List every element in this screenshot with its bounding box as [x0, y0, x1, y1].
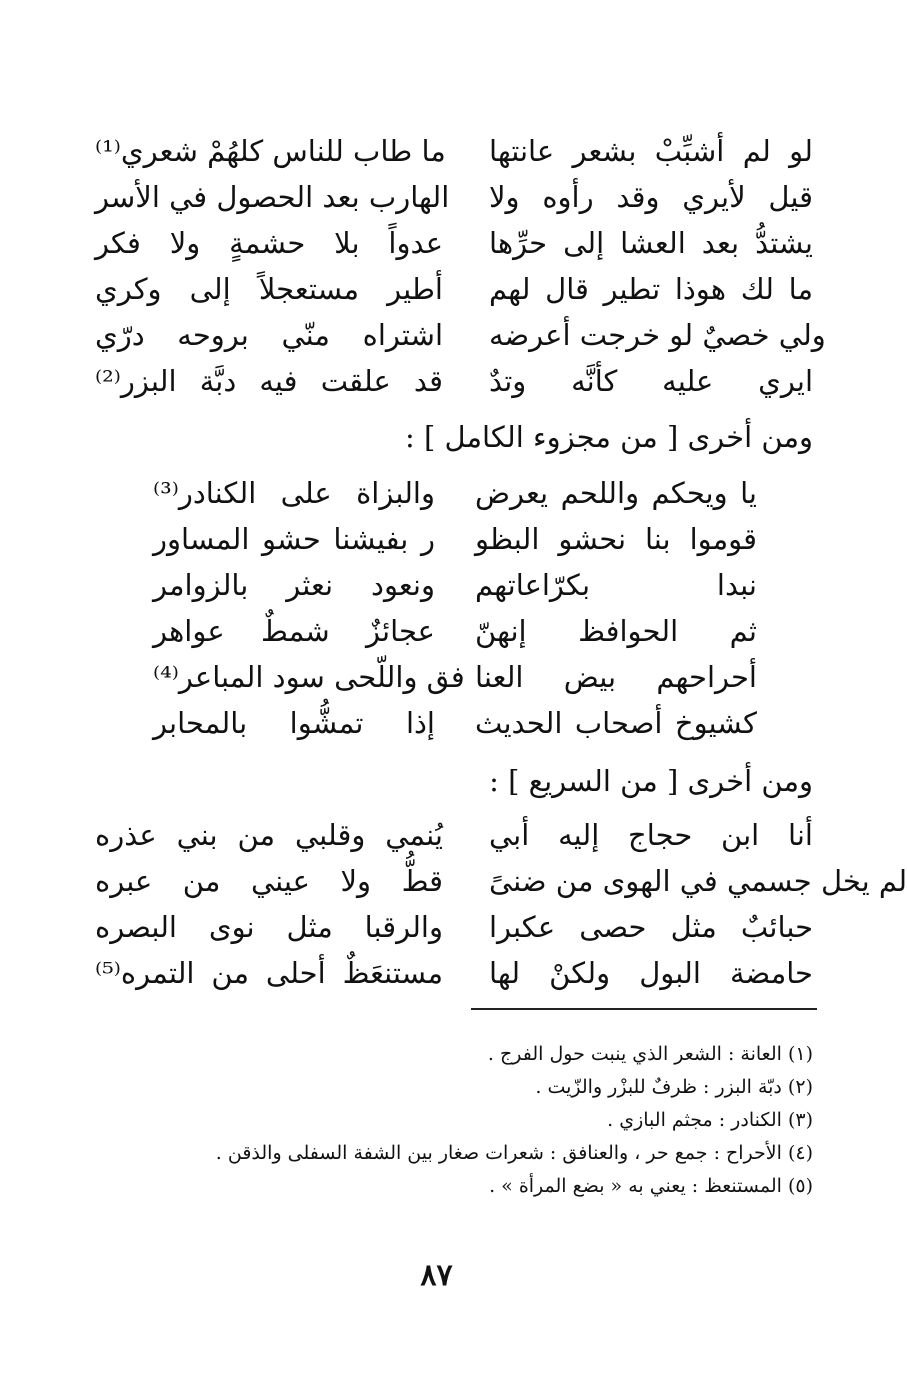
verse-3-hemistich-1: نبدا بكرّاعاتهم: [475, 568, 757, 602]
verse-1-hemistich-2: يُنمي وقلبي من بني عذره: [95, 818, 443, 852]
verse-1-hemistich-1: أنا ابن حجاج إليه أبي: [489, 818, 813, 852]
verse-2-hemistich-1: قوموا بنا نحشو البظو: [475, 522, 757, 556]
verse-6-hemistich-2: قد علقت فيه دبَّة البزر⁽²⁾: [95, 364, 443, 398]
verse-4-hemistich-2: عجائزٌ شمطٌ عواهر: [153, 614, 435, 648]
poem-2-intro: ومن أخرى [ من مجزوء الكامل ] :: [405, 420, 813, 454]
footnote-divider: [471, 1008, 817, 1010]
verse-6-hemistich-1: كشيوخ أصحاب الحديث: [475, 706, 757, 740]
verse-2-hemistich-1: لم يخل جسمي في الهوى من ضنىً: [489, 864, 907, 898]
verse-4-hemistich-1: ما لك هوذا تطير قال لهم: [489, 272, 813, 306]
verse-1-hemistich-1: يا ويحكم واللحم يعرض: [475, 476, 757, 510]
verse-2-hemistich-1: قيل لأيري وقد رأوه ولا: [489, 180, 813, 214]
verse-4-hemistich-2: أطير مستعجلاً إلى وكري: [95, 272, 443, 306]
verse-3-hemistich-2: والرقبا مثل نوى البصره: [95, 910, 443, 944]
verse-4-hemistich-2: مستنعَظٌ أحلى من التمره⁽⁵⁾: [95, 956, 443, 990]
verse-1-hemistich-2: ما طاب للناس كلهُمْ شعري⁽¹⁾: [95, 134, 446, 168]
verse-2-hemistich-2: قطُّ ولا عيني من عبره: [95, 864, 443, 898]
verse-2-hemistich-2: ر بفيشنا حشو المساور: [153, 522, 435, 556]
footnote-2: (٢) دبّة البزر : ظرفٌ للبزْر والزّيت .: [535, 1076, 813, 1098]
verse-2-hemistich-2: الهارب بعد الحصول في الأسر: [95, 180, 450, 214]
verse-4-hemistich-1: ثم الحوافظ إنهنّ: [475, 614, 757, 648]
verse-6-hemistich-2: إذا تمشُّوا بالمحابر: [153, 706, 435, 740]
verse-3-hemistich-2: ونعود نعثر بالزوامر: [153, 568, 435, 602]
verse-1-hemistich-1: لو لم أشبِّبْ بشعر عانتها: [489, 134, 813, 168]
verse-5-hemistich-2: اشتراه منّي بروحه درّي: [95, 318, 443, 352]
verse-5-hemistich-1: أحراحهم بيض العنا: [475, 660, 757, 694]
verse-3-hemistich-1: يشتدُّ بعد العشا إلى حرِّها: [489, 226, 813, 260]
footnote-4: (٤) الأحراح : جمع حر ، والعنافق : شعرات صغار بين الشفة السفلى والذقن .: [215, 1142, 813, 1164]
footnote-3: (٣) الكنادر : مجثم البازي .: [607, 1109, 813, 1131]
verse-3-hemistich-2: عدواً بلا حشمةٍ ولا فكر: [95, 226, 443, 260]
verse-4-hemistich-1: حامضة البول ولكنْ لها: [489, 956, 813, 990]
verse-1-hemistich-2: والبزاة على الكنادر⁽³⁾: [153, 476, 435, 510]
footnote-1: (١) العانة : الشعر الذي ينبت حول الفرج .: [487, 1043, 813, 1065]
page-number: ٨٧: [420, 1258, 453, 1293]
verse-3-hemistich-1: حبائبٌ مثل حصى عكبرا: [489, 910, 813, 944]
verse-5-hemistich-2: فق واللّحى سود المباعر⁽⁴⁾: [153, 660, 465, 694]
footnotes: [113, 1038, 813, 1203]
poem-3-intro: ومن أخرى [ من السريع ] :: [489, 764, 813, 798]
verse-6-hemistich-1: ايري عليه كأنَّه وتدٌ: [489, 364, 813, 398]
footnote-5: (٥) المستنعظ : يعني به « بضع المرأة » .: [489, 1175, 813, 1197]
verse-5-hemistich-1: ولي خصيٌ لو خرجت أعرضه: [489, 318, 826, 352]
